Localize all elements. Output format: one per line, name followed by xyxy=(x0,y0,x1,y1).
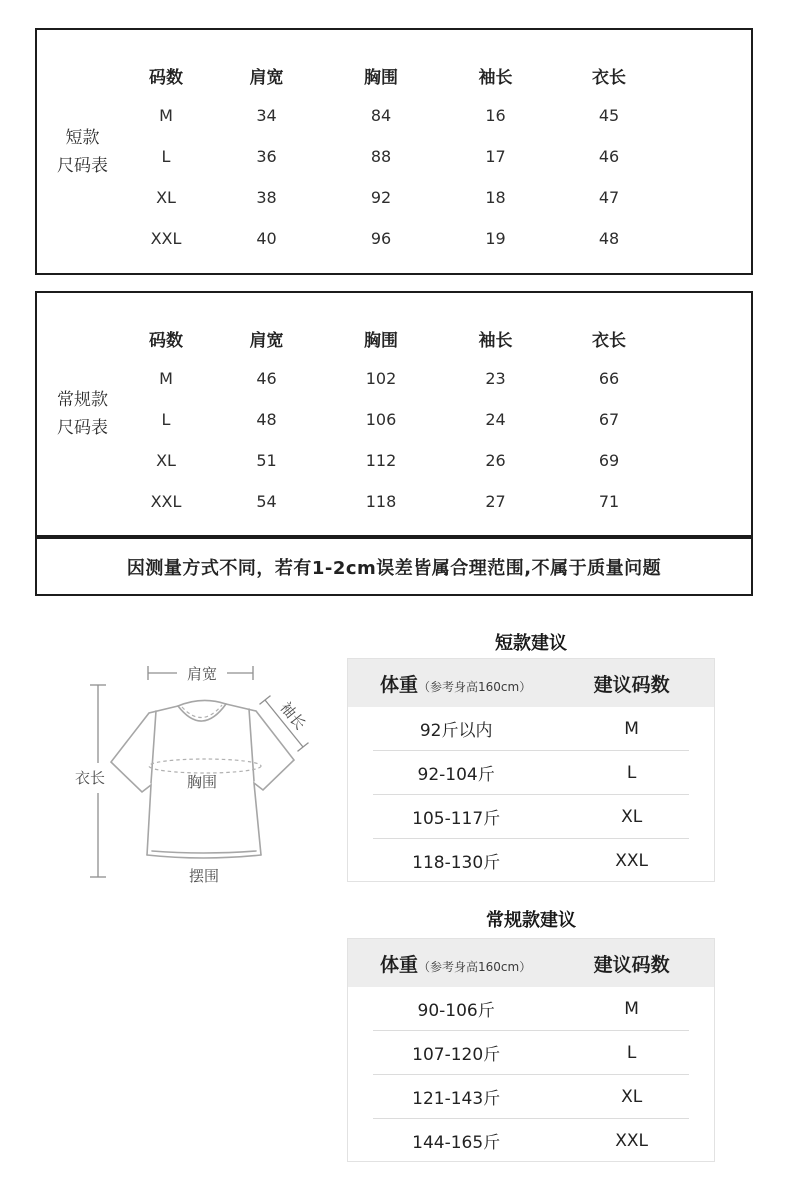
weight-range: 121-143斤 xyxy=(412,1089,501,1109)
suggestion-header-row xyxy=(348,939,714,987)
suggestion-row xyxy=(348,1031,714,1074)
size-cell: M xyxy=(159,369,173,388)
size-cell: L xyxy=(161,410,171,429)
size-cell: 102 xyxy=(365,369,397,388)
tolerance-note-text: 因测量方式不同，若有1-2cm误差皆属合理范围,不属于质量问题 xyxy=(126,557,662,579)
size-cell: 84 xyxy=(370,106,392,125)
suggestion-row xyxy=(348,1119,714,1162)
tshirt-diagram-svg xyxy=(55,625,325,905)
size-cell: 47 xyxy=(598,188,620,207)
size-cell: 27 xyxy=(485,492,506,511)
size-cell: 67 xyxy=(598,410,620,429)
weight-header-note: （参考身高160cm） xyxy=(418,679,532,694)
size-cell: 92 xyxy=(370,188,392,207)
size-cell: 23 xyxy=(485,369,506,388)
size-cell: 34 xyxy=(256,106,277,125)
size-cell: 17 xyxy=(485,147,506,166)
regular-suggestion-title: 常规款建议 xyxy=(486,910,576,931)
weight-header-note: （参考身高160cm） xyxy=(418,959,532,974)
row-label-line1: 常规款 xyxy=(57,390,108,410)
suggested-size: XL xyxy=(621,1086,643,1107)
column-header: 胸围 xyxy=(364,330,398,351)
size-header-cell: 建议码数 xyxy=(593,953,670,976)
size-cell: 26 xyxy=(485,451,506,470)
suggestion-row xyxy=(348,839,714,882)
size-cell: 112 xyxy=(365,451,397,470)
column-header: 胸围 xyxy=(364,67,398,88)
size-cell: 18 xyxy=(485,188,506,207)
size-cell: XL xyxy=(156,451,176,470)
column-header: 码数 xyxy=(149,67,183,88)
hem-label: 摆围 xyxy=(188,867,220,885)
weight-header-cell xyxy=(348,670,549,697)
weight-header-cell xyxy=(348,950,549,977)
size-cell: L xyxy=(161,147,171,166)
size-cell: XXL xyxy=(150,229,182,248)
column-header: 肩宽 xyxy=(249,67,284,88)
weight-range: 118-130斤 xyxy=(412,853,501,873)
suggested-size: XXL xyxy=(615,1130,649,1151)
shoulder-width-measure xyxy=(148,665,253,683)
size-cell: 96 xyxy=(370,229,392,248)
sleeve-length-measure xyxy=(260,696,310,752)
suggested-size: XL xyxy=(621,806,643,827)
size-cell: 118 xyxy=(365,492,397,511)
size-cell: 38 xyxy=(256,188,277,207)
weight-range: 92-104斤 xyxy=(417,765,495,785)
garment-length-label: 衣长 xyxy=(74,769,106,787)
size-cell: 106 xyxy=(365,410,397,429)
regular-version-size-table xyxy=(35,291,753,537)
size-cell: 88 xyxy=(370,147,392,166)
short-suggestion-table xyxy=(347,658,715,882)
size-cell: 46 xyxy=(598,147,620,166)
size-cell: M xyxy=(159,106,173,125)
row-label-line2: 尺码表 xyxy=(57,155,108,176)
column-header: 肩宽 xyxy=(249,330,284,351)
suggestion-row xyxy=(348,751,714,794)
size-cell: 16 xyxy=(485,106,506,125)
size-cell: 46 xyxy=(256,369,277,388)
garment-length-measure xyxy=(75,685,106,877)
size-cell: XL xyxy=(156,188,176,207)
size-cell: 36 xyxy=(256,147,277,166)
regular-table-grid xyxy=(122,293,751,535)
column-header: 衣长 xyxy=(592,67,626,88)
short-table-grid xyxy=(122,30,751,273)
weight-range: 144-165斤 xyxy=(412,1133,501,1153)
size-cell: 40 xyxy=(256,229,277,248)
weight-header: 体重 xyxy=(380,953,419,976)
weight-range: 90-106斤 xyxy=(417,1001,495,1021)
weight-range: 105-117斤 xyxy=(412,809,501,829)
short-table-row-label xyxy=(37,30,122,273)
size-header-cell: 建议码数 xyxy=(593,673,670,696)
shoulder-width-label: 肩宽 xyxy=(186,665,218,683)
size-cell: 69 xyxy=(598,451,620,470)
size-cell: 51 xyxy=(256,451,277,470)
column-header: 袖长 xyxy=(478,67,513,88)
suggested-size: XXL xyxy=(615,850,649,871)
suggested-size: M xyxy=(624,998,639,1019)
regular-suggestion-table xyxy=(347,938,715,1162)
size-cell: 19 xyxy=(485,229,506,248)
size-cell: 48 xyxy=(598,229,620,248)
short-suggestion-title: 短款建议 xyxy=(495,633,567,654)
suggestion-row xyxy=(348,707,714,750)
suggestion-row xyxy=(348,1075,714,1118)
weight-range: 107-120斤 xyxy=(412,1045,501,1065)
size-cell: 71 xyxy=(598,492,620,511)
size-cell: 45 xyxy=(598,106,620,125)
column-header: 码数 xyxy=(149,330,183,351)
size-cell: 54 xyxy=(256,492,277,511)
suggested-size: L xyxy=(626,762,637,783)
suggestion-row xyxy=(348,987,714,1030)
size-cell: 24 xyxy=(485,410,506,429)
suggested-size: M xyxy=(624,718,639,739)
weight-header: 体重 xyxy=(380,673,419,696)
tshirt-measurement-diagram xyxy=(55,625,325,905)
regular-table-row-label xyxy=(37,293,122,535)
column-header: 袖长 xyxy=(478,330,513,351)
suggestion-row xyxy=(348,795,714,838)
measurement-tolerance-note-box xyxy=(35,537,753,596)
weight-range: 92斤以内 xyxy=(419,721,493,741)
suggested-size: L xyxy=(626,1042,637,1063)
suggestion-header-row xyxy=(348,659,714,707)
short-version-size-table xyxy=(35,28,753,275)
column-header: 衣长 xyxy=(592,330,626,351)
size-cell: XXL xyxy=(150,492,182,511)
size-cell: 48 xyxy=(256,410,277,429)
chest-label: 胸围 xyxy=(186,773,218,791)
row-label-line1: 短款 xyxy=(65,127,100,148)
row-label-line2: 尺码表 xyxy=(57,418,108,438)
sleeve-length-label: 袖长 xyxy=(276,698,310,734)
size-cell: 66 xyxy=(598,369,620,388)
